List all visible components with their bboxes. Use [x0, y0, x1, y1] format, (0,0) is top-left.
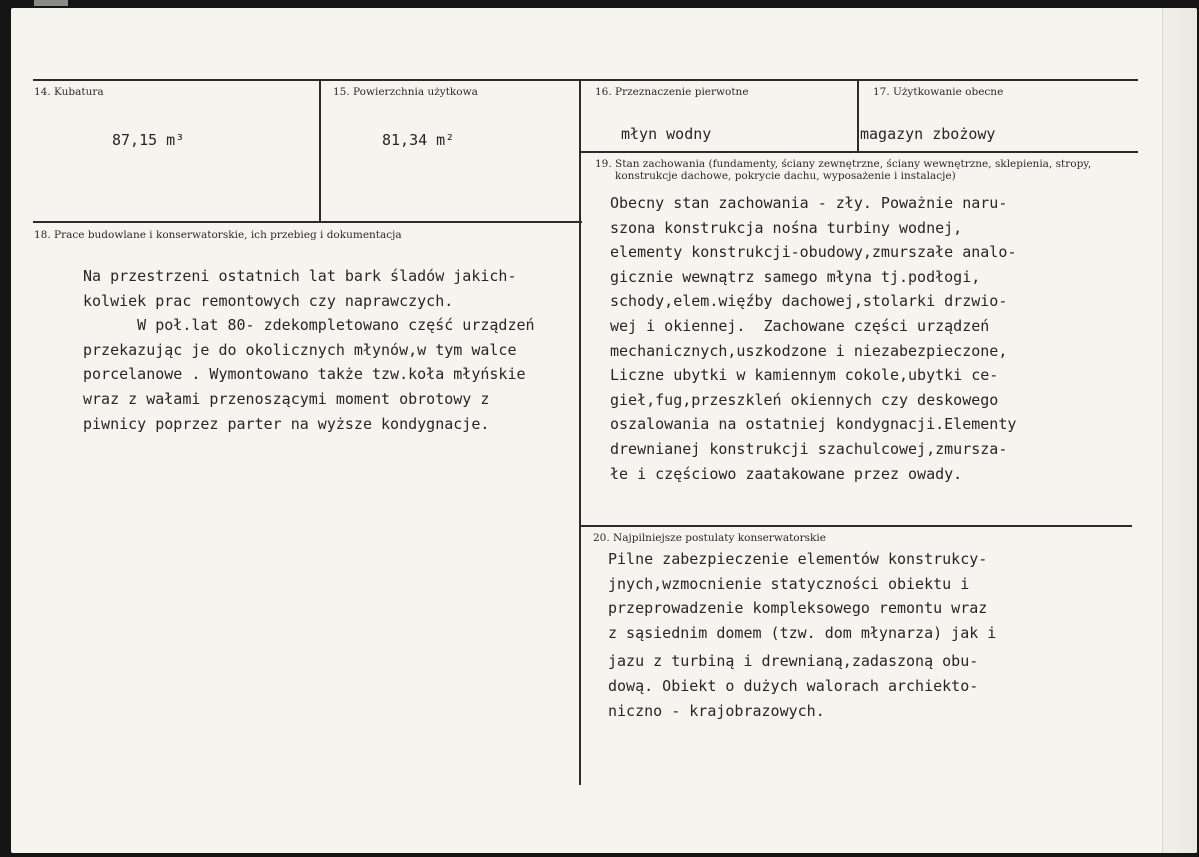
field-18-line: W poł.lat 80- zdekompletowano część urządzeń: [83, 316, 535, 335]
field-16-value: młyn wodny: [621, 125, 712, 143]
field-19-line: szona konstrukcja nośna turbiny wodnej,: [610, 218, 963, 237]
field-18-line: przekazując je do okolicznych młynów,w tym walce: [83, 340, 517, 359]
field-20-line: niczno - krajobrazowych.: [608, 701, 825, 720]
field-20-label: 20. Najpilniejsze postulaty konserwatorskie: [593, 532, 826, 544]
field-19-line: oszalowania na ostatniej kondygnacji.Elementy: [610, 415, 1017, 434]
field-15-value: 81,34 m²: [382, 131, 455, 149]
divider-14-15: [319, 79, 321, 222]
center-divider: [579, 79, 581, 785]
field-18-text: [83, 264, 535, 436]
field-18-line: Na przestrzeni ostatnich lat bark śladów jakich-: [83, 267, 517, 285]
rule-under-14-15: [33, 221, 582, 223]
top-rule: [33, 79, 1138, 81]
field-19-line: schody,elem.więźby dachowej,stolarki drzwio-: [610, 292, 1008, 311]
field-14-label: 14. Kubatura: [34, 86, 104, 98]
field-19-line: wej i okiennej. Zachowane części urządzeń: [610, 316, 990, 335]
field-18-label: 18. Prace budowlane i konserwatorskie, ich przebieg i dokumentacja: [34, 229, 402, 241]
field-19-text: [610, 191, 1016, 486]
field-19-line: Liczne ubytki w kamiennym cokole,ubytki ce-: [610, 366, 999, 385]
field-19-line: gieł,fug,przeszkleń okiennych czy deskowego: [610, 390, 999, 409]
field-18-line: kolwiek prac remontowych czy naprawczych.: [83, 291, 454, 310]
field-17-value: magazyn zbożowy: [860, 125, 996, 143]
field-19-label-line1: 19. Stan zachowania (fundamenty, ściany zewnętrzne, ściany wewnętrzne, sklepienia, stropy,: [595, 158, 1092, 170]
field-18-line: wraz z wałami przenoszącymi moment obrotowy z: [83, 389, 490, 408]
field-17-label: 17. Użytkowanie obecne: [873, 86, 1004, 98]
field-14-value: 87,15 m³: [112, 131, 185, 149]
rule-under-16-17: [581, 151, 1138, 153]
field-19-line: mechanicznych,uszkodzone i niezabezpieczone,: [610, 341, 1008, 360]
field-20-line: przeprowadzenie kompleksowego remontu wraz: [608, 599, 988, 618]
field-18-line: piwnicy poprzez parter na wyższe kondygnacje.: [83, 414, 490, 433]
field-19-label-line2: konstrukcje dachowe, pokrycie dachu, wyposażenie i instalacje): [615, 170, 956, 182]
field-18-line: porcelanowe . Wymontowano także tzw.koła młyńskie: [83, 365, 526, 384]
record-card: [11, 8, 1197, 853]
divider-16-17: [857, 79, 859, 152]
field-15-label: 15. Powierzchnia użytkowa: [333, 86, 478, 98]
scanner-tab-mark: [34, 0, 68, 6]
rule-above-20: [581, 525, 1132, 527]
card-right-edge: [1162, 8, 1197, 853]
field-19-line: łe i częściowo zaatakowane przez owady.: [610, 464, 963, 483]
field-16-label: 16. Przeznaczenie pierwotne: [595, 86, 749, 98]
field-20-text: [608, 547, 996, 723]
field-19-line: gicznie wewnątrz samego młyna tj.podłogi,: [610, 267, 981, 286]
field-19-line: drewnianej konstrukcji szachulcowej,zmursza-: [610, 439, 1008, 458]
field-20-line: dową. Obiekt o dużych walorach archiekto-: [608, 676, 979, 695]
field-20-line: Pilne zabezpieczenie elementów konstrukcy-: [608, 550, 988, 568]
field-19-line: Obecny stan zachowania - zły. Poważnie naru-: [610, 194, 1008, 212]
field-19-line: elementy konstrukcji-obudowy,zmurszałe analo-: [610, 243, 1017, 262]
field-20-line: jnych,wzmocnienie statyczności obiektu i: [608, 574, 970, 593]
field-20-line: z sąsiednim domem (tzw. dom młynarza) jak i: [608, 623, 997, 642]
field-20-line: jazu z turbiną i drewnianą,zadaszoną obu-: [608, 652, 979, 671]
